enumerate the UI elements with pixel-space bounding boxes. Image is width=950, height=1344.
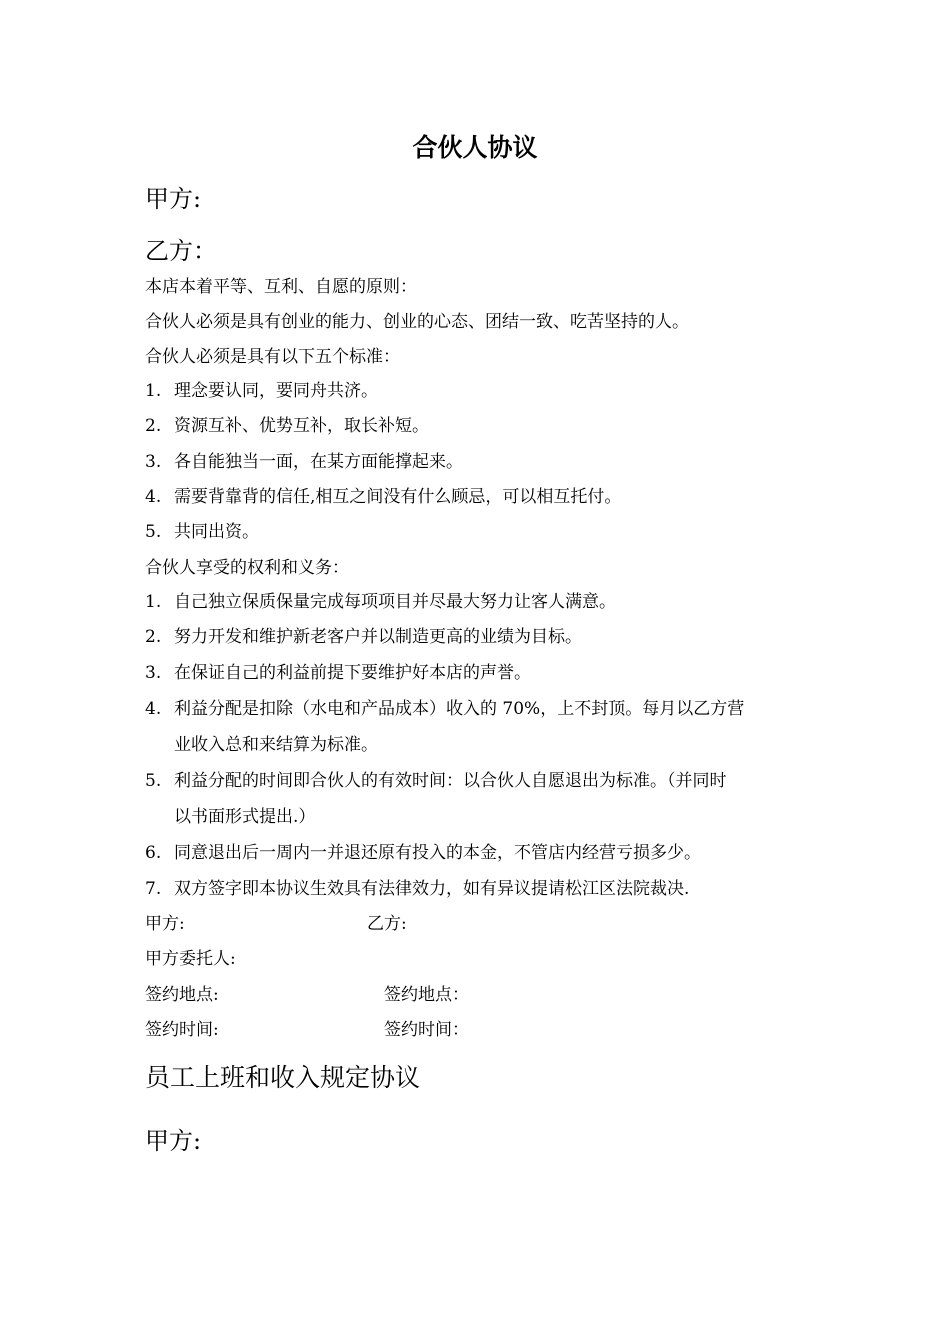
rights-number: 5.	[145, 771, 162, 791]
rights-item: 同意退出后一周内一并退还原有投入的本金，不管店内经营亏损多少。	[174, 843, 701, 863]
document-title: 合伙人协议	[412, 133, 538, 162]
standard-number: 2.	[145, 416, 162, 436]
intro-principle: 本店本着平等、互利、自愿的原则：	[145, 277, 417, 297]
rights-item: 在保证自己的利益前提下要维护好本店的声誉。	[174, 663, 531, 683]
rights-item-continuation: 以书面形式提出.）	[174, 807, 316, 827]
standard-item: 资源互补、优势互补，取长补短。	[174, 416, 429, 436]
rights-number: 3.	[145, 663, 162, 683]
rights-number: 6.	[145, 843, 162, 863]
rights-item: 努力开发和维护新老客户并以制造更高的业绩为目标。	[174, 627, 582, 647]
intro-standards-heading: 合伙人必须是具有以下五个标准：	[145, 347, 400, 367]
rights-item: 利益分配的时间即合伙人的有效时间：以合伙人自愿退出为标准。（并同时	[174, 771, 727, 791]
rights-number: 1.	[145, 592, 162, 612]
standard-item: 共同出资。	[174, 522, 259, 542]
signature-party-b: 乙方:	[367, 914, 407, 934]
standard-number: 5.	[145, 522, 162, 542]
section2-title: 员工上班和收入规定协议	[145, 1063, 421, 1092]
rights-item: 双方签字即本协议生效具有法律效力，如有异议提请松江区法院裁决.	[174, 879, 690, 899]
rights-item: 利益分配是扣除（水电和产品成本）收入的 70%，上不封顶。每月以乙方营	[174, 699, 745, 719]
rights-number: 7.	[145, 879, 162, 899]
signature-delegate: 甲方委托人:	[145, 949, 236, 969]
standard-number: 1.	[145, 381, 162, 401]
standard-item: 各自能独当一面，在某方面能撑起来。	[174, 452, 463, 472]
standard-number: 4.	[145, 487, 162, 507]
signing-time-b: 签约时间：	[384, 1020, 469, 1040]
party-a-heading: 甲方:	[145, 185, 202, 213]
standard-item: 需要背靠背的信任,相互之间没有什么顾忌，可以相互托付。	[174, 487, 622, 507]
rights-number: 4.	[145, 699, 162, 719]
signing-time-a: 签约时间:	[145, 1020, 219, 1040]
rights-heading: 合伙人享受的权利和义务：	[145, 558, 349, 578]
rights-item: 自己独立保质保量完成每项项目并尽最大努力让客人满意。	[174, 592, 616, 612]
signing-place-b: 签约地点：	[384, 985, 469, 1005]
party-b-heading: 乙方：	[145, 237, 217, 265]
standard-number: 3.	[145, 452, 162, 472]
rights-number: 2.	[145, 627, 162, 647]
standard-item: 理念要认同，要同舟共济。	[174, 381, 378, 401]
signature-party-a: 甲方:	[145, 914, 185, 934]
rights-item-continuation: 业收入总和来结算为标准。	[174, 735, 378, 755]
section2-party-a: 甲方:	[145, 1127, 202, 1155]
intro-requirement: 合伙人必须是具有创业的能力、创业的心态、团结一致、吃苦坚持的人。	[145, 312, 689, 332]
signing-place-a: 签约地点:	[145, 985, 219, 1005]
